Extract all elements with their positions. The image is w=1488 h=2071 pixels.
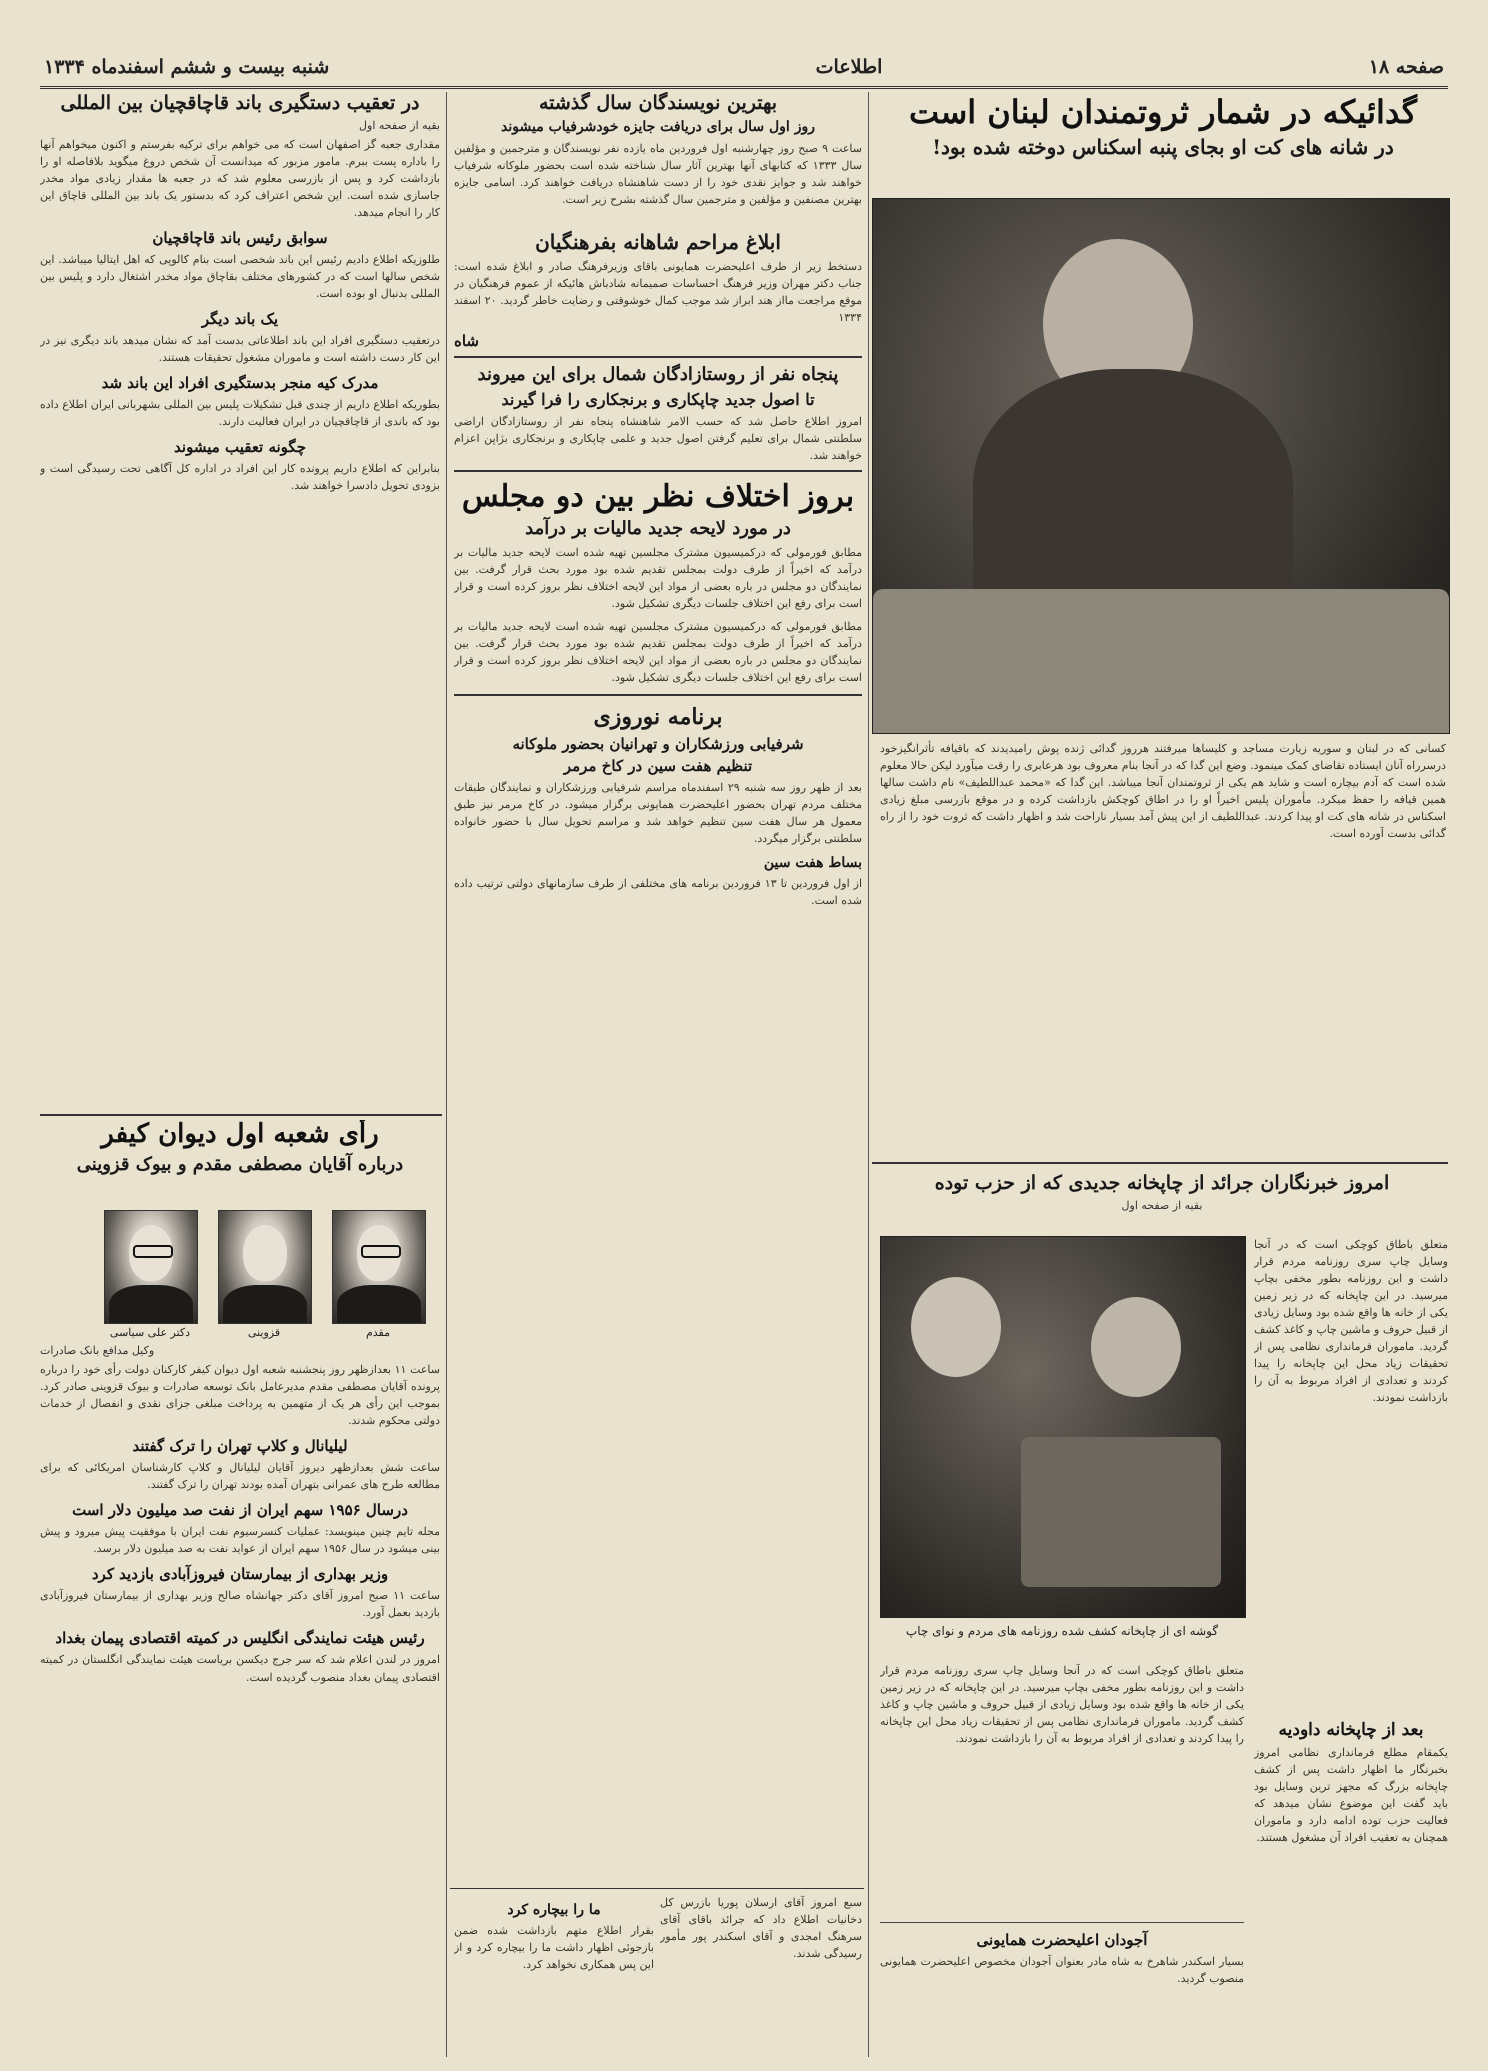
oil-revenue-body: مجله تایم چنین مینویسد: عملیات کنسرسیوم نفت ایران با موفقیت پیش میرود و پیش بینی میشود در سال ۱۹۵۶ سهم ایران از عواید نفت به صد میلیون دلار برسد. [40,1525,440,1556]
inspector-body: سبع امروز آقای ارسلان پوریا بازرس کل دخانیات اطلاع داد که جرائد باقای آقای سرهنگ امجدی و آقای اسکندر پور مأمور رسیدگی شدند. [660,1896,862,1961]
printing-house-body: متعلق باطاق کوچکی است که در آنجا وسایل چاپ سری روزنامه مردم قرار داشت و این روزنامه بطور مخفی بچاپ میرسید. در این چاپخانه که در زیر زمین یکی از خانه ها واقع شده بود وسایل زیادی از قبیل حروف و ماشین چاپ و کاغذ کشف گردید. ماموران فرمانداری نظامی پس از تحقیقات زیاد محل این چاپخانه را پیدا کردند و تعدادی از افراد مربوط به آن را بازداشت نمودند. [1254,1238,1448,1405]
middle-column [454,92,862,2052]
left-column-top [40,92,440,1092]
inspector-column [660,1894,862,2052]
verdict-body: ساعت ۱۱ بعدازظهر روز پنجشنبه شعبه اول دیوان کیفر کارکنان دولت رأی خود را درباره پرونده آقایان مصطفی مقدم مدیرعامل بانک توسعه صادرات و بیوک قزوینی صادر کرد. بموجب این رأی هر یک از متهمین به پرداخت مبلغی جزای نقدی و انفصال از خدمات دولتی محکوم شدند. [40,1363,440,1428]
printing-house-heading [876,1168,1448,1228]
adjutant-body: بسیار اسکندر شاهرخ به شاه مادر بعنوان آجودان مخصوص اعلیحضرت همایونی منصوب گردید. [880,1955,1244,1986]
another-gang-body: درتعقیب دستگیری افراد این باند اطلاعاتی بدست آمد که نشان میدهد باند دیگری نیز در این کار دست داشته است و ماموران مشغول تحقیقات هستند. [40,334,440,365]
section-rule [454,694,862,696]
printing-house-column [1254,1236,1448,1706]
photo-coins [873,589,1449,734]
villagers-headline: پنجاه نفر از روستازادگان شمال برای این میروند [477,363,839,385]
adjutant-box [880,1922,1244,2053]
portrait-name: مقدم [365,1326,391,1339]
printing-house-headline: امروز خبرنگاران جرائد از چاپخانه جدیدی که از حزب توده [934,1172,1390,1194]
beggar-article-body: کسانی که در لبنان و سوریه زیارت مساجد و کلیساها میرفتند هرروز گدائی ژنده پوش رامیدیدند که باقیافه تأثرانگیزخود درسرراه آنان ایستاده تقاضای کمک مینمود. وضع این گدا که در آنجا بنام معروف بود هرعابری را رقت میآورد لیکن حالا معلوم شده است که آدم بیچاره است و شاید هم یکی از ثروتمندان آنجا میباشد. این گدا که «محمد عبداللطیف» نام داشت سالها همین قیافه را حفظ میکرد. مأموران پلیس اخیراً او را در اطاق کوچکش بازداشت کرده و در موقع بازرسی مبلغ زیادی اسکناس در شانه های کت او پیدا کردند. عبداللطیف از این پیش آمد بسیار ناراحت شد و اظهار داشت که ثروت خود را از راه گدائی بدست آورده است. [880,742,1446,841]
portrait-suit [337,1285,421,1324]
villagers-body: امروز اطلاع حاصل شد که حسب الامر شاهنشاه پنجاه نفر از روستازادگان اراضی سلطنتی شمال برای تعلیم گرفتن اصول جدید و علمی چاپکاری و برنجکاری بژاپن اعزام خواهند شد. [454,414,862,462]
beggar-article [880,740,1446,1160]
portrait-moghaddam [332,1210,426,1324]
writers-headline: بهترین نویسندگان سال گذشته [538,92,778,114]
evidence-body: بطوریکه اطلاع داریم از چندی قبل تشکیلات پلیس بین المللی بشهربانی ایران اطلاع داده بود که باندی از قاچاقچیان در ایران فعالیت دارند. [40,398,440,429]
another-gang-headline: یک باند دیگر [201,310,279,329]
portrait-head [243,1225,287,1281]
adjutant-headline: آجودان اعلیحضرت همایونی [976,1931,1148,1949]
portrait-glasses [361,1245,401,1258]
left-column-bottom [40,1342,440,2054]
gang-leader-headline: سوابق رئیس باند قاچاقچیان [152,229,328,248]
section-rule [872,1162,1448,1164]
ruined-headline: ما را بیچاره کرد [507,1902,601,1918]
beggar-subhead: در شانه های کت او بجای پنبه اسکناس دوخته شده بود! [932,134,1394,159]
photo-figure [911,1277,1001,1377]
royal-message-body: دستخط زیر از طرف اعلیحضرت همایونی باقای وزیرفرهنگ صادر و ابلاغ شده است: جناب دکتر مهران وزیر فرهنگ احساسات صمیمانه شادباش هائیکه از عموم فرهنگیان در موقع مراجعت مااز هند ابراز شد موجب کمال خوشوقتی و رضایت خاطر گردید. ۲۰ اسفند ۱۳۳۴ [454,259,862,324]
ruined-body: بقرار اطلاع متهم بازداشت شده ضمن بازجوئی اظهار داشت ما را بیچاره کرد و از این پس همکاری نخواهد کرد. [454,1924,654,1972]
portrait-qazvini [218,1210,312,1324]
baghdad-pact-body: امروز در لندن اعلام شد که سر جرج دیکسن بریاست هیئت نمایندگی انگلستان در کمیته اقتصادی پیمان بغداد منصوب گردیده است. [40,1653,440,1684]
continued-note: بقیه از صفحه اول [359,118,440,132]
parliament-body: مطابق فورمولی که درکمیسیون مشترک مجلسین تهیه شده است لایحه جدید مالیات بر درآمد که اخیراً از طرف دولت بمجلس تقدیم شده بود مورد بحث قرار گرفت. بین نمایندگان دو مجلس در باره بعضی از مواد این لایحه اختلاف نظر بروز کرده است و قرار است برای رفع این اختلاف جلسات دیگری تشکیل شود. [454,545,862,611]
portrait-suit [223,1285,307,1324]
printing-house-photo [880,1236,1246,1618]
header-rule [40,86,1448,89]
writers-subhead: روز اول سال برای دریافت جایزه خودشرفیاب میشوند [501,118,815,135]
beggar-photo [872,198,1450,734]
portrait-name: دکتر علی سیاسی [109,1326,191,1339]
smugglers-headline: در تعقیب دستگیری باند قاچاقچیان بین المللی [60,92,420,114]
writers-body: ساعت ۹ صبح روز چهارشنبه اول فروردین ماه یازده نفر نویسندگان و مترجمین و مؤلفین سال ۱۳۳۳ که کتابهای آنها بهترین آثار سال شناخته شده است بحضور ملوکانه شرفیاب خواهند شد و جوایز نقدی خود را از دست شاهنشاه دریافت خواهند کرد. اسامی جایزه بهترین مصنفین و مؤلفین و مترجمین سال گذشته بشرح زیر است. [454,141,862,206]
photo-caption: گوشه ای از چاپخانه کشف شده روزنامه های مردم و نوای چاپ [905,1624,1219,1638]
verdict-headline: رأی شعبه اول دیوان کیفر [101,1120,379,1149]
continued-note: بقیه از صفحه اول [1121,1198,1203,1212]
smugglers-body: مقداری جعبه گز اصفهان است که می خواهم برای ترکیه بفرستم و اکنون میخواهم آنها را باداره پست ببرم. مامور مزبور که میدانست آن شخص دروغ میگوید بلافاصله او را بازداشت کرد و پس از بازرسی معلوم شد که در جعبه ها مقدار زیادی مواد مخدر جاسازی شده است. این شخص اعتراف کرد که بدستور یک باند بین المللی قاچاق این کار را انجام میدهد. [40,137,440,219]
gang-leader-body: طلوزیکه اطلاع دادیم رئیس این باند شخصی است بنام کالوپی که اهل ایتالیا میباشد. این شخص سالها است که در کشورهای مختلف بقاچاق مواد مخدر اشتغال دارد و پلیس بین المللی بدنبال او بوده است. [40,253,440,301]
photo-figure [1091,1297,1181,1397]
evidence-headline: مدرک کیه منجر بدستگیری افراد این باند شد [101,374,379,393]
nowruz-subhead-a: شرفیابی ورزشکاران و تهرانیان بحضور ملوکانه [512,734,804,753]
printing-house-body-continued: متعلق باطاق کوچکی است که در آنجا وسایل چاپ سری روزنامه مردم قرار داشت و این روزنامه بطور مخفی بچاپ میرسید. در این چاپخانه که در زیر زمین یکی از خانه ها واقع شده بود وسایل زیادی از قبیل حروف و ماشین چاپ و کاغذ کشف گردید. ماموران فرمانداری نظامی پس از تحقیقات زیاد محل این چاپخانه را پیدا کردند و تعدادی از افراد مربوط به آن را بازداشت نمودند. [880,1664,1244,1746]
section-rule [450,1888,864,1889]
page-number: صفحه ۱۸ [1368,56,1444,78]
prosecution-headline: چگونه تعقیب میشوند [174,438,306,457]
right-misc-column [880,1662,1244,1914]
daudieh-column [1254,1712,1448,2052]
royal-message-headline: ابلاغ مراحم شاهانه بفرهنگیان [535,229,781,254]
lilienthal-body: ساعت شش بعدازظهر دیروز آقایان لیلیانال و کلاپ کارشناسان امریکائی که برای مطالعه طرح های عمرانی بتهران آمده بودند تهران را ترک گفتند. [40,1461,440,1492]
villagers-subhead: تا اصول جدید چاپکاری و برنجکاری را فرا گیرند [501,389,815,409]
health-minister-headline: وزیر بهداری از بیمارستان فیروزآبادی بازدید کرد [91,1565,389,1584]
nowruz-body: بعد از ظهر روز سه شنبه ۲۹ اسفندماه مراسم شرفیابی ورزشکاران و نمایندگان طبقات مختلف مردم تهران بحضور اعلیحضرت همایونی برگزار میشود. در کاخ مرمر نیز طبق معمول هر سال هفت سین تنظیم خواهد شد و مراسم تحویل سال با حضور خانواده سلطنتی برگزار میگردد. [454,780,862,845]
prosecution-body: بنابراین که اطلاع داریم پرونده کار این افراد در اداره کل آگاهی تحت رسیدگی است و بزودی تحویل دادسرا خواهند شد. [40,462,440,493]
column-divider [868,92,869,2057]
paper-name: اطلاعات [815,56,883,78]
section-rule [40,1114,442,1116]
printing-house-caption [880,1620,1244,1660]
health-minister-body: ساعت ۱۱ صبح امروز آقای دکتر جهانشاه صالح وزیر بهداری از بیمارستان فیروزآبادی بازدید بعمل آورد. [40,1589,440,1620]
parliament-body-continued: مطابق فورمولی که درکمیسیون مشترک مجلسین تهیه شده است لایحه جدید مالیات بر درآمد که اخیراً از طرف دولت بمجلس تقدیم شده بود مورد بحث قرار گرفت. بین نمایندگان دو مجلس در باره بعضی از مواد این لایحه اختلاف نظر بروز کرده است و قرار است برای رفع این اختلاف جلسات دیگری تشکیل شود. [454,620,862,685]
photo-press [1021,1437,1221,1587]
column-divider [446,92,447,2057]
royal-signature: شاه [454,331,479,350]
portrait-name: قزوینی [247,1326,281,1339]
portrait-glasses [133,1245,173,1258]
issue-date: شنبه بیست و ششم اسفندماه ۱۳۳۴ [44,56,330,78]
baghdad-pact-headline: رئیس هیئت نمایندگی انگلیس در کمیته اقتصادی پیمان بغداد [55,1629,425,1648]
nowruz-subhead-b: تنظیم هفت سین در کاخ مرمر [563,756,753,775]
portrait-suit [109,1285,193,1324]
nowruz-headline: برنامه نوروزی [593,704,723,731]
parliament-subhead: در مورد لایحه جدید مالیات بر درآمد [525,518,791,540]
ruined-column [454,1894,654,2052]
section-rule [454,356,862,358]
daudieh-headline: بعد از چاپخانه داودیه [1278,1720,1424,1740]
beggar-headline: گدائیکه در شمار ثروتمندان لبنان است [909,94,1417,131]
portrait-siasi [104,1210,198,1324]
haft-sin-body: از اول فروردین تا ۱۳ فروردین برنامه های مختلفی از طرف سازمانهای دولتی ترتیب داده شده است. [454,876,862,907]
verdict-heading [40,1120,440,1210]
section-rule [454,470,862,472]
page-header [44,50,1444,84]
haft-sin-headline: بساط هفت سین [763,854,862,871]
daudieh-body: یکمقام مطلع فرمانداری نظامی امروز بخبرنگار ما اظهار داشت پس از کشف چاپخانه بزرگ که مجهز ترین وسایل بود باید گفت این موضوع نشان میدهد که فعالیت حزب توده ادامه دارد و ماموران همچنان به تعقیب افراد آن مشغول هستند. [1254,1746,1448,1845]
lilienthal-headline: لیلیانال و کلاپ تهران را ترک گفتند [132,1437,348,1456]
portrait-caption: وکیل مدافع بانک صادرات [40,1344,155,1357]
oil-revenue-headline: درسال ۱۹۵۶ سهم ایران از نفت صد میلیون دلار است [72,1501,408,1520]
parliament-headline: بروز اختلاف نظر بین دو مجلس [461,478,855,514]
verdict-subhead: درباره آقایان مصطفی مقدم و بیوک قزوینی [76,1153,404,1175]
